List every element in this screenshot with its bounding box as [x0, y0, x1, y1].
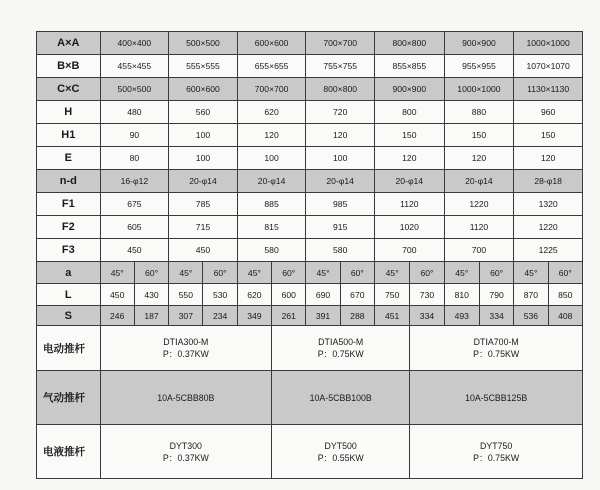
row-f2	[37, 216, 583, 239]
cell: 1000×1000	[514, 32, 583, 55]
cell: 261	[272, 306, 306, 326]
cell: 730	[410, 284, 444, 306]
cell: 288	[340, 306, 374, 326]
row-pneumatic-actuator	[37, 371, 583, 425]
cell: 530	[203, 284, 237, 306]
cell: 755×755	[306, 55, 375, 78]
cell: 700×700	[237, 78, 306, 101]
cell: 1320	[514, 193, 583, 216]
cell: 246	[100, 306, 134, 326]
cell: 120	[306, 124, 375, 147]
cell: 45°	[237, 262, 271, 284]
cell: 20-φ14	[375, 170, 445, 193]
cell: 80	[100, 147, 169, 170]
cell: 900×900	[444, 32, 514, 55]
cell: 955×955	[444, 55, 514, 78]
cell: 500×500	[169, 32, 238, 55]
row-label: C×C	[37, 78, 101, 101]
cell: 1000×1000	[444, 78, 514, 101]
cell: 670	[340, 284, 374, 306]
cell: 90	[100, 124, 169, 147]
row-electrohydraulic-actuator	[37, 425, 583, 479]
cell: 600×600	[237, 32, 306, 55]
cell: 600×600	[169, 78, 238, 101]
cell: 45°	[306, 262, 340, 284]
row-label: 气动推杆	[37, 371, 101, 425]
row-label: F3	[37, 239, 101, 262]
actuator-model: DYT500	[324, 440, 357, 451]
cell: 620	[237, 284, 271, 306]
cell: 480	[100, 101, 169, 124]
actuator-cell	[272, 326, 410, 371]
cell: 455×455	[100, 55, 169, 78]
cell: 690	[306, 284, 340, 306]
actuator-cell	[410, 326, 583, 371]
cell: 150	[444, 124, 514, 147]
actuator-power: P：0.55KW	[317, 452, 364, 463]
cell: 800×800	[375, 32, 445, 55]
actuator-power: P：0.37KW	[162, 452, 209, 463]
cell: 985	[306, 193, 375, 216]
cell: 900×900	[375, 78, 445, 101]
cell: 810	[444, 284, 479, 306]
row-label: a	[37, 262, 101, 284]
actuator-model: 10A-5CBB80B	[157, 392, 215, 403]
cell: 700	[444, 239, 514, 262]
actuator-cell	[100, 326, 272, 371]
cell: 451	[375, 306, 410, 326]
cell: 60°	[548, 262, 582, 284]
cell: 391	[306, 306, 340, 326]
cell: 785	[169, 193, 238, 216]
row-label: F1	[37, 193, 101, 216]
cell: 1220	[444, 193, 514, 216]
cell: 580	[237, 239, 306, 262]
cell: 550	[169, 284, 203, 306]
row-bxb	[37, 55, 583, 78]
cell: 334	[410, 306, 444, 326]
cell: 60°	[272, 262, 306, 284]
row-label: H1	[37, 124, 101, 147]
cell: 45°	[444, 262, 479, 284]
cell: 700×700	[306, 32, 375, 55]
actuator-model: DTⅠA500-M	[318, 337, 364, 347]
cell: 790	[479, 284, 513, 306]
cell: 234	[203, 306, 237, 326]
cell: 150	[514, 124, 583, 147]
cell: 493	[444, 306, 479, 326]
cell: 45°	[375, 262, 410, 284]
cell: 20-φ14	[169, 170, 238, 193]
cell: 815	[237, 216, 306, 239]
row-label: n-d	[37, 170, 101, 193]
row-label: E	[37, 147, 101, 170]
actuator-cell	[272, 425, 410, 479]
row-e	[37, 147, 583, 170]
cell: 45°	[169, 262, 203, 284]
cell: 60°	[410, 262, 444, 284]
cell: 60°	[134, 262, 168, 284]
row-cxc	[37, 78, 583, 101]
row-label: 电液推杆	[37, 425, 101, 479]
row-l	[37, 284, 583, 306]
row-f1	[37, 193, 583, 216]
cell: 1070×1070	[514, 55, 583, 78]
cell: 120	[237, 124, 306, 147]
cell: 45°	[100, 262, 134, 284]
row-label: S	[37, 306, 101, 326]
cell: 750	[375, 284, 410, 306]
cell: 880	[444, 101, 514, 124]
cell: 715	[169, 216, 238, 239]
cell: 1220	[514, 216, 583, 239]
cell: 450	[100, 284, 134, 306]
cell: 120	[375, 147, 445, 170]
cell: 408	[548, 306, 582, 326]
actuator-power: P：0.75KW	[473, 349, 520, 359]
cell: 100	[169, 124, 238, 147]
cell: 20-φ14	[237, 170, 306, 193]
cell: 720	[306, 101, 375, 124]
cell: 430	[134, 284, 168, 306]
cell: 1225	[514, 239, 583, 262]
cell: 100	[169, 147, 238, 170]
cell: 800	[375, 101, 445, 124]
cell: 536	[514, 306, 548, 326]
row-h1	[37, 124, 583, 147]
row-axa	[37, 32, 583, 55]
row-f3	[37, 239, 583, 262]
cell: 20-φ14	[306, 170, 375, 193]
cell: 555×555	[169, 55, 238, 78]
actuator-power: P：0.75KW	[317, 349, 364, 359]
cell: 100	[237, 147, 306, 170]
cell: 1020	[375, 216, 445, 239]
cell: 500×500	[100, 78, 169, 101]
actuator-model: DTⅠA300-M	[163, 337, 209, 347]
cell: 800×800	[306, 78, 375, 101]
actuator-model: 10A-5CBB125B	[465, 392, 528, 403]
cell: 1130×1130	[514, 78, 583, 101]
cell: 450	[169, 239, 238, 262]
actuator-cell	[410, 371, 583, 425]
row-label: L	[37, 284, 101, 306]
row-h	[37, 101, 583, 124]
spec-table	[36, 31, 583, 479]
cell: 675	[100, 193, 169, 216]
actuator-power: P：0.37KW	[162, 349, 209, 359]
actuator-model: DTⅠA700-M	[473, 337, 519, 347]
cell: 1120	[375, 193, 445, 216]
cell: 580	[306, 239, 375, 262]
actuator-cell	[410, 425, 583, 479]
cell: 600	[272, 284, 306, 306]
cell: 45°	[514, 262, 548, 284]
cell: 855×855	[375, 55, 445, 78]
cell: 400×400	[100, 32, 169, 55]
cell: 307	[169, 306, 203, 326]
cell: 60°	[203, 262, 237, 284]
actuator-cell	[100, 371, 272, 425]
actuator-power: P：0.75KW	[473, 452, 520, 463]
cell: 700	[375, 239, 445, 262]
actuator-model: DYT750	[480, 440, 513, 451]
actuator-cell	[100, 425, 272, 479]
cell: 450	[100, 239, 169, 262]
actuator-model: 10A-5CBB100B	[309, 392, 372, 403]
cell: 28-φ18	[514, 170, 583, 193]
cell: 120	[444, 147, 514, 170]
cell: 605	[100, 216, 169, 239]
cell: 1120	[444, 216, 514, 239]
row-label: 电动推杆	[37, 326, 101, 371]
cell: 150	[375, 124, 445, 147]
cell: 915	[306, 216, 375, 239]
row-label: H	[37, 101, 101, 124]
cell: 655×655	[237, 55, 306, 78]
row-a	[37, 262, 583, 284]
cell: 334	[479, 306, 513, 326]
cell: 60°	[479, 262, 513, 284]
cell: 20-φ14	[444, 170, 514, 193]
row-s	[37, 306, 583, 326]
cell: 120	[514, 147, 583, 170]
actuator-model: DYT300	[169, 440, 202, 451]
cell: 16-φ12	[100, 170, 169, 193]
cell: 620	[237, 101, 306, 124]
cell: 187	[134, 306, 168, 326]
cell: 100	[306, 147, 375, 170]
row-n-d	[37, 170, 583, 193]
cell: 349	[237, 306, 271, 326]
cell: 560	[169, 101, 238, 124]
row-label: B×B	[37, 55, 101, 78]
row-label: F2	[37, 216, 101, 239]
row-electric-actuator	[37, 326, 583, 371]
cell: 850	[548, 284, 582, 306]
cell: 870	[514, 284, 548, 306]
actuator-cell	[272, 371, 410, 425]
row-label: A×A	[37, 32, 101, 55]
cell: 885	[237, 193, 306, 216]
cell: 960	[514, 101, 583, 124]
cell: 60°	[340, 262, 374, 284]
